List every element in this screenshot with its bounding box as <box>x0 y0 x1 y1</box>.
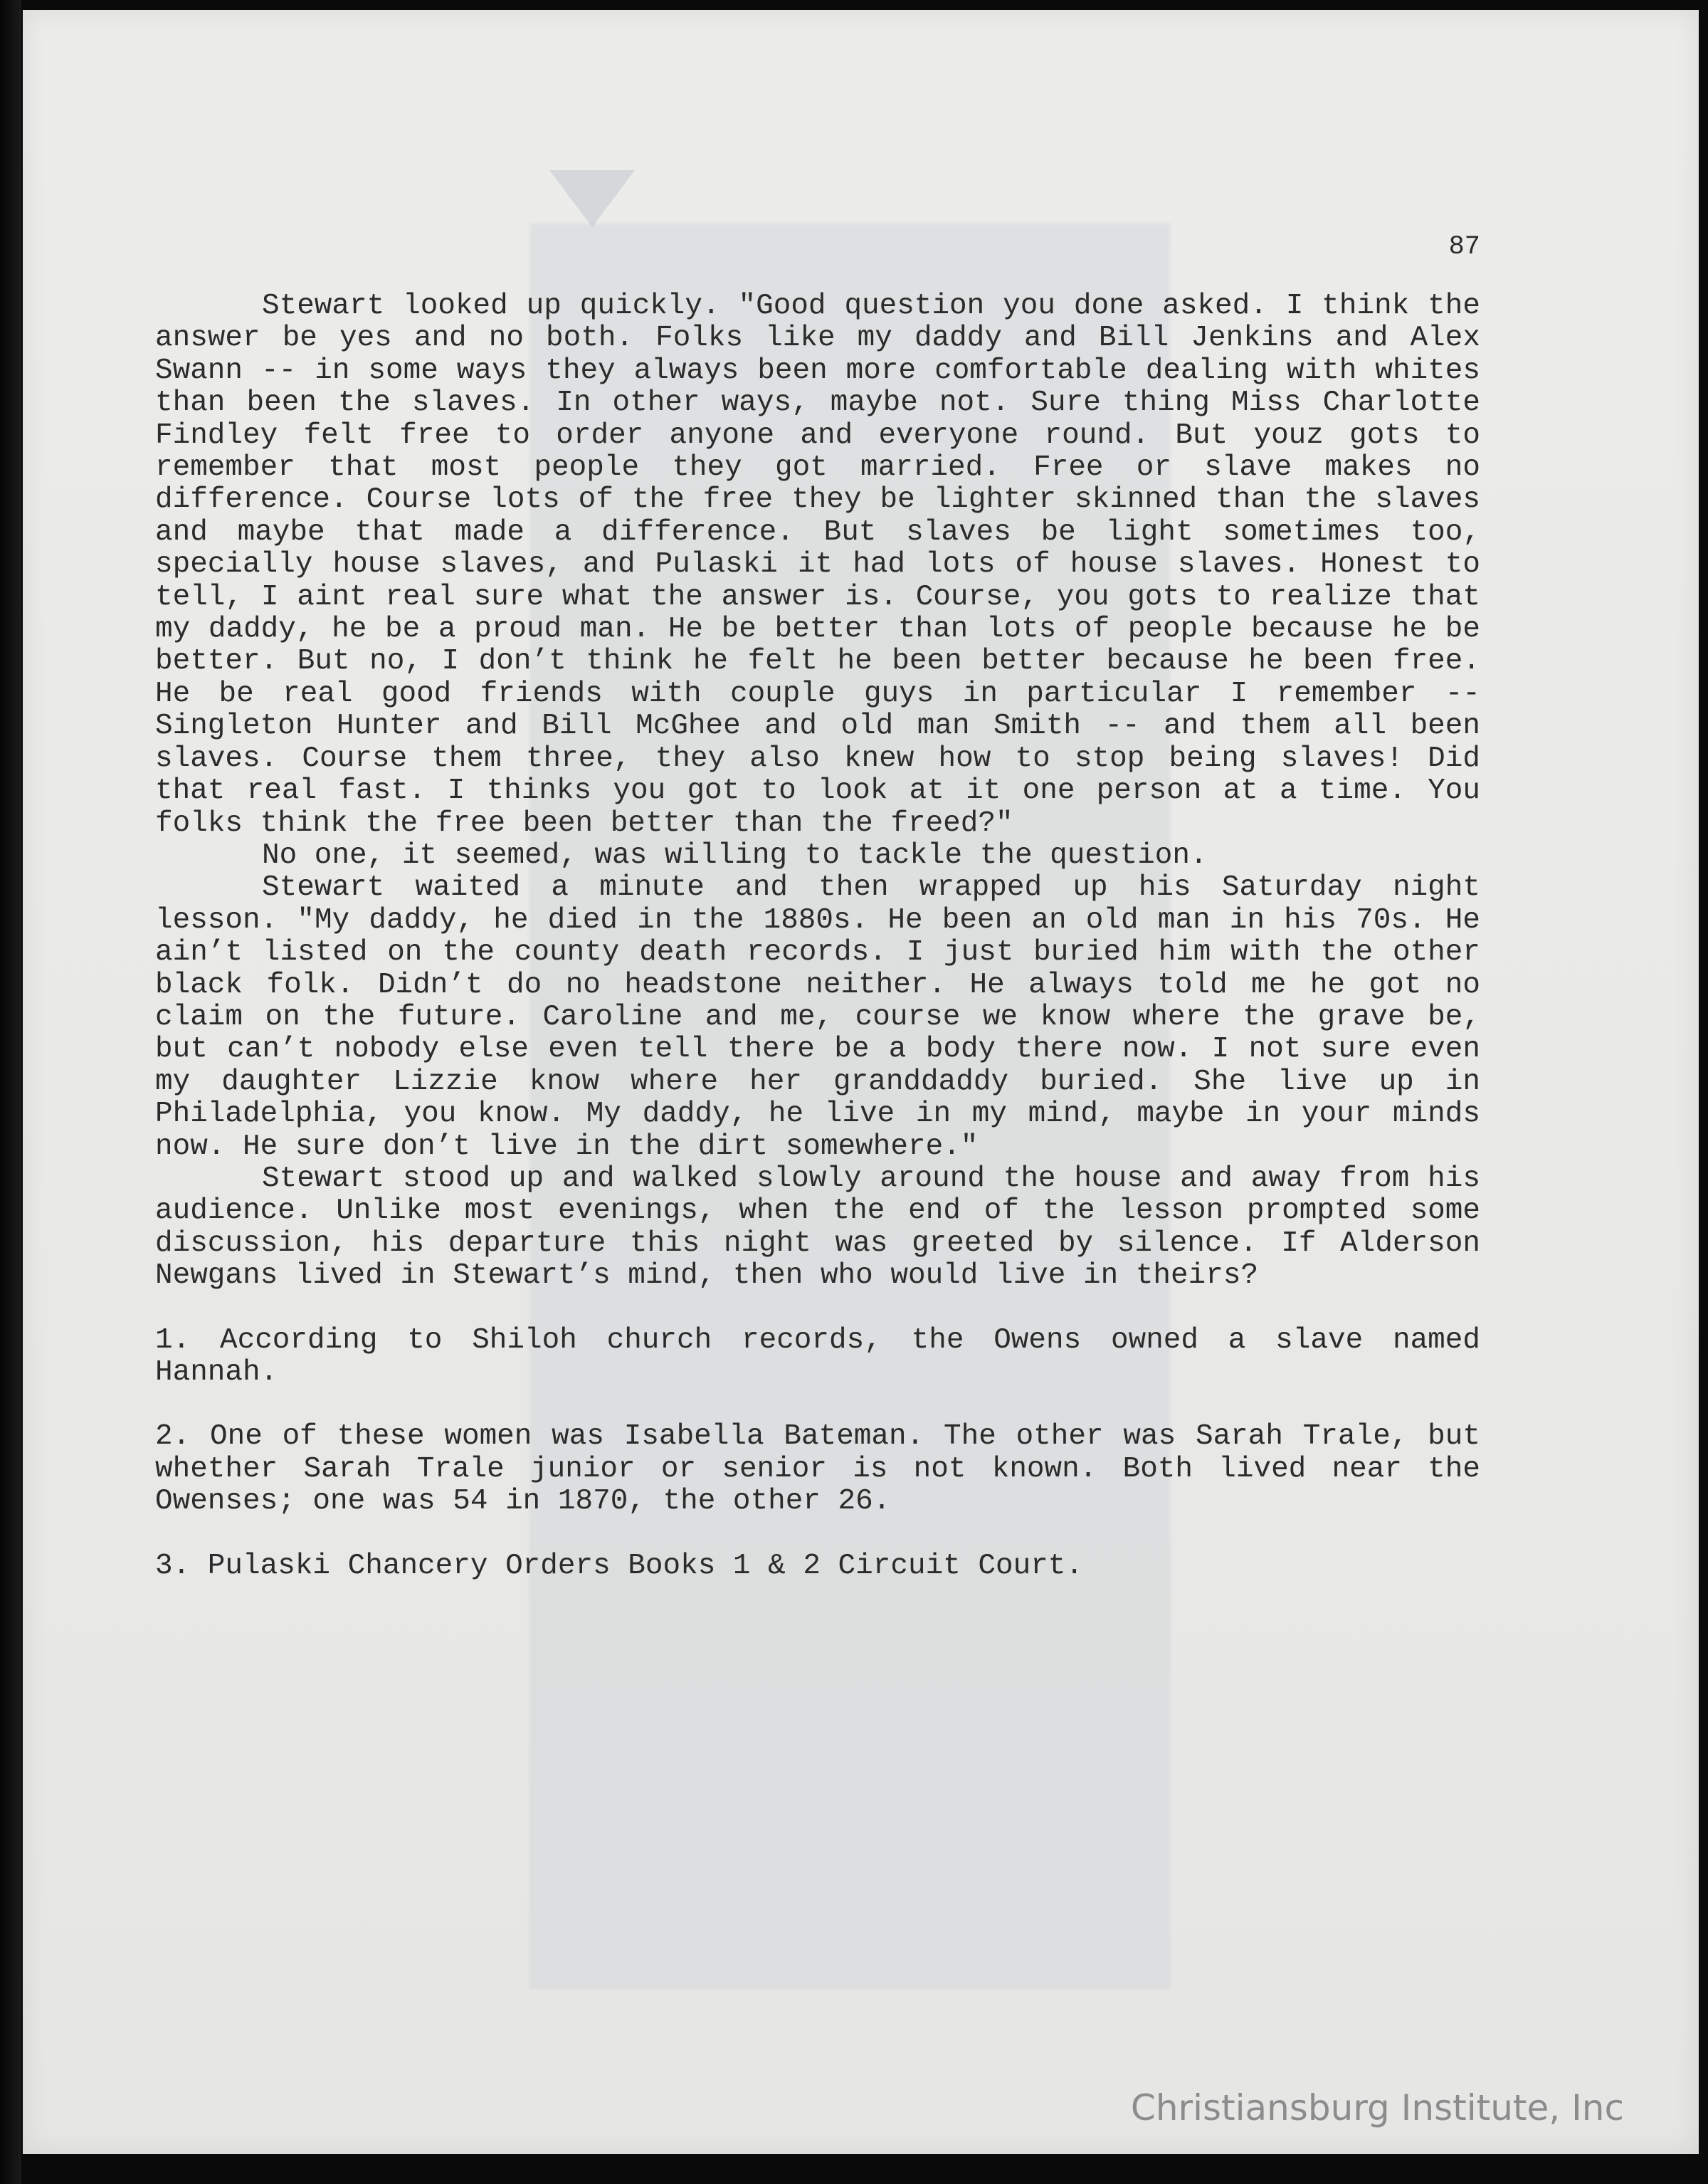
paragraph: No one, it seemed, was willing to tackle the question. <box>262 839 1208 872</box>
endnote: 2. One of these women was Isabella Bateman. The other was Sarah Trale, but whether Sarah Trale junior or senior is not known. Both lived near the Owenses; one was 54 in 1870, the other 26. <box>155 1420 1480 1518</box>
watermark: Christiansburg Institute, Inc <box>1130 2087 1624 2128</box>
bleed-through-mark <box>549 170 635 227</box>
endnotes <box>155 1325 1480 1582</box>
paragraph: Stewart waited a minute and then wrapped up his Saturday night lesson. "My daddy, he died in the 1880s. He been an old man in his 70s. He ain’t listed on the county death records. I just buried him with the other black folk. Didn’t do no headstone neither. He always told me he got no claim on the future. Caroline and me, course we know where the grave be, but can’t nobody else even tell there be a body there now. I not sure even my daughter Lizzie know where her granddaddy buried. She live up in Philadelphia, you know. My daddy, he live in my mind, maybe in your minds now. He sure don’t live in the dirt somewhere." <box>155 871 1480 1163</box>
page-body <box>155 290 1480 1615</box>
endnote: 3. Pulaski Chancery Orders Books 1 & 2 Circuit Court. <box>155 1549 1084 1582</box>
endnote: 1. According to Shiloh church records, the Owens owned a slave named Hannah. <box>155 1323 1480 1389</box>
scan-edge <box>0 0 21 2184</box>
paragraph: Stewart looked up quickly. "Good question you done asked. I think the answer be yes and no both. Folks like my daddy and Bill Jenkins and Alex Swann -- in some ways they always been more comfortable dealing with whites than been the slaves. In other ways, maybe not. Sure thing Miss Charlotte Findley felt free to order anyone and everyone round. But youz gots to remember that most people they got married. Free or slave makes no difference. Course lots of the free they be lighter skinned than the slaves and maybe that made a difference. But slaves be light sometimes too, specially house slaves, and Pulaski it had lots of house slaves. Honest to tell, I aint real sure what the answer is. Course, you gots to realize that my daddy, he be a proud man. He be better than lots of people because he be better. But no, I don’t think he felt he been better because he been free. He be real good friends with couple guys in particular I remember -- Singleton Hunter and Bill McGhee and old man Smith -- and them all been slaves. Course them three, they also knew how to stop being slaves! Did that real fast. I thinks you got to look at it one person at a time. You folks think the free been better than the freed?" <box>155 290 1480 840</box>
paragraph: Stewart stood up and walked slowly around the house and away from his audience. Unlike most evenings, when the end of the lesson prompted some discussion, his departure this night was greeted by silence. If Alderson Newgans lived in Stewart’s mind, then who would live in theirs? <box>155 1162 1480 1293</box>
page-number: 87 <box>1448 232 1480 262</box>
